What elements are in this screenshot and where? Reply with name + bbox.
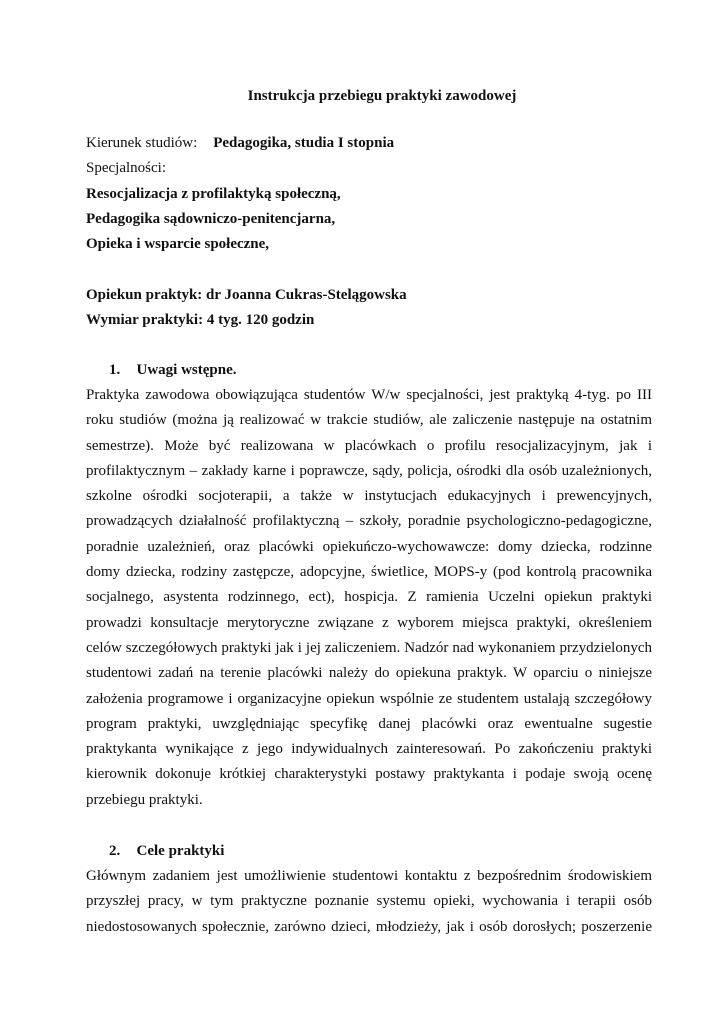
paragraph-line: profilaktycznym – zakłady karne i poprawcze, sądy, policja, ośrodki dla osób uzależnionych, [86,462,652,479]
field-of-study-value: Pedagogika, studia I stopnia [213,135,395,151]
document-title: Instrukcja przebiegu praktyki zawodowej [247,88,517,104]
paragraph-line: przyszłej pracy, w tym praktyczne poznanie systemu opieki, wychowania i terapii osób [86,893,652,910]
paragraph-line: przebiegu praktyki. [86,791,203,808]
specialization-item: Resocjalizacja z profilaktyką społeczną, [86,185,341,202]
paragraph-line: studentowi zadań na terenie placówki należy do opiekuna praktyk. W oparciu o niniejsze [86,665,652,682]
paragraph-line: socjalnego, asystenta rodzinnego, ect), hospicja. Z ramienia Uczelni opiekun praktyki [86,589,652,606]
paragraph-line: praktykanta wynikające z jego indywidualnych zainteresowań. Po zakończeniu praktyki [86,741,652,758]
paragraph-line: Praktyka zawodowa obowiązująca studentów W/w specjalności, jest praktyką 4-tyg. po III [86,387,652,403]
paragraph-line: semestrze). Może być realizowana w placówkach o profilu resocjalizacyjnym, jak i [86,437,652,454]
paragraph-line: prowadzących działalność profilaktyczną – szkoły, poradnie psychologiczno-pedagogiczne, [86,513,652,530]
section-paragraph [86,864,652,940]
section-number: 2. [109,843,121,859]
section-heading-text: Uwagi wstępne. [136,362,237,378]
document-meta [86,131,646,333]
section-paragraph [86,383,652,813]
duration-line: Wymiar praktyki: 4 tyg. 120 godzin [86,312,315,329]
specialization-item: Pedagogika sądowniczo-penitencjarna, [86,210,336,227]
paragraph-line: poradnie uzależnień, oraz placówki opiekuńczo-wychowawcze: domy dziecka, rodzinne [86,538,652,555]
section-heading [109,839,224,864]
paragraph-line: domy dziecka, rodziny zastępcze, adopcyjne, świetlice, MOPS-y (pod kontrolą pracownika [86,564,652,581]
field-of-study-label: Kierunek studiów: [86,135,198,151]
paragraph-line: Głównym zadaniem jest umożliwienie studentowi kontaktu z bezpośrednim środowiskiem [86,868,652,884]
paragraph-line: kierownik dokonuje krótkiej charakterystyki postawy praktykanta i podaje swoją ocenę [86,766,652,783]
paragraph-line: roku studiów (można ją realizować w trakcie studiów, ale zaliczenie następuje na ostatnim [86,412,652,429]
section-number: 1. [109,362,121,378]
specialization-item: Opieka i wsparcie społeczne, [86,236,270,253]
paragraph-line: celów szczegółowych praktyki jak i jej zaliczeniem. Nadzór nad wykonaniem przydzielonych [86,639,652,656]
section-heading-text: Cele praktyki [136,843,225,859]
supervisor-line: Opiekun praktyk: dr Joanna Cukras-Stelągowska [86,286,407,303]
field-of-study-line [86,131,646,156]
specializations-label: Specjalności: [86,160,166,177]
paragraph-line: prowadzi konsultacje merytoryczne związane z wyborem miejsca praktyki, określeniem [86,614,652,631]
paragraph-line: niedostosowanych społecznie, zarówno dzieci, młodzieży, jak i osób dorosłych; poszerzenie [86,918,652,935]
paragraph-line: założenia programowe i organizacyjne opiekun wspólnie ze studentem ustalają szczegółowy [86,690,652,707]
paragraph-line: program praktyki, uwzględniając specyfikę danej placówki oraz ewentualne sugestie [86,715,652,732]
section-heading [109,358,237,383]
paragraph-line: szkolne ośrodki socjoterapii, a także w instytucjach edukacyjnych i prewencyjnych, [86,488,652,505]
